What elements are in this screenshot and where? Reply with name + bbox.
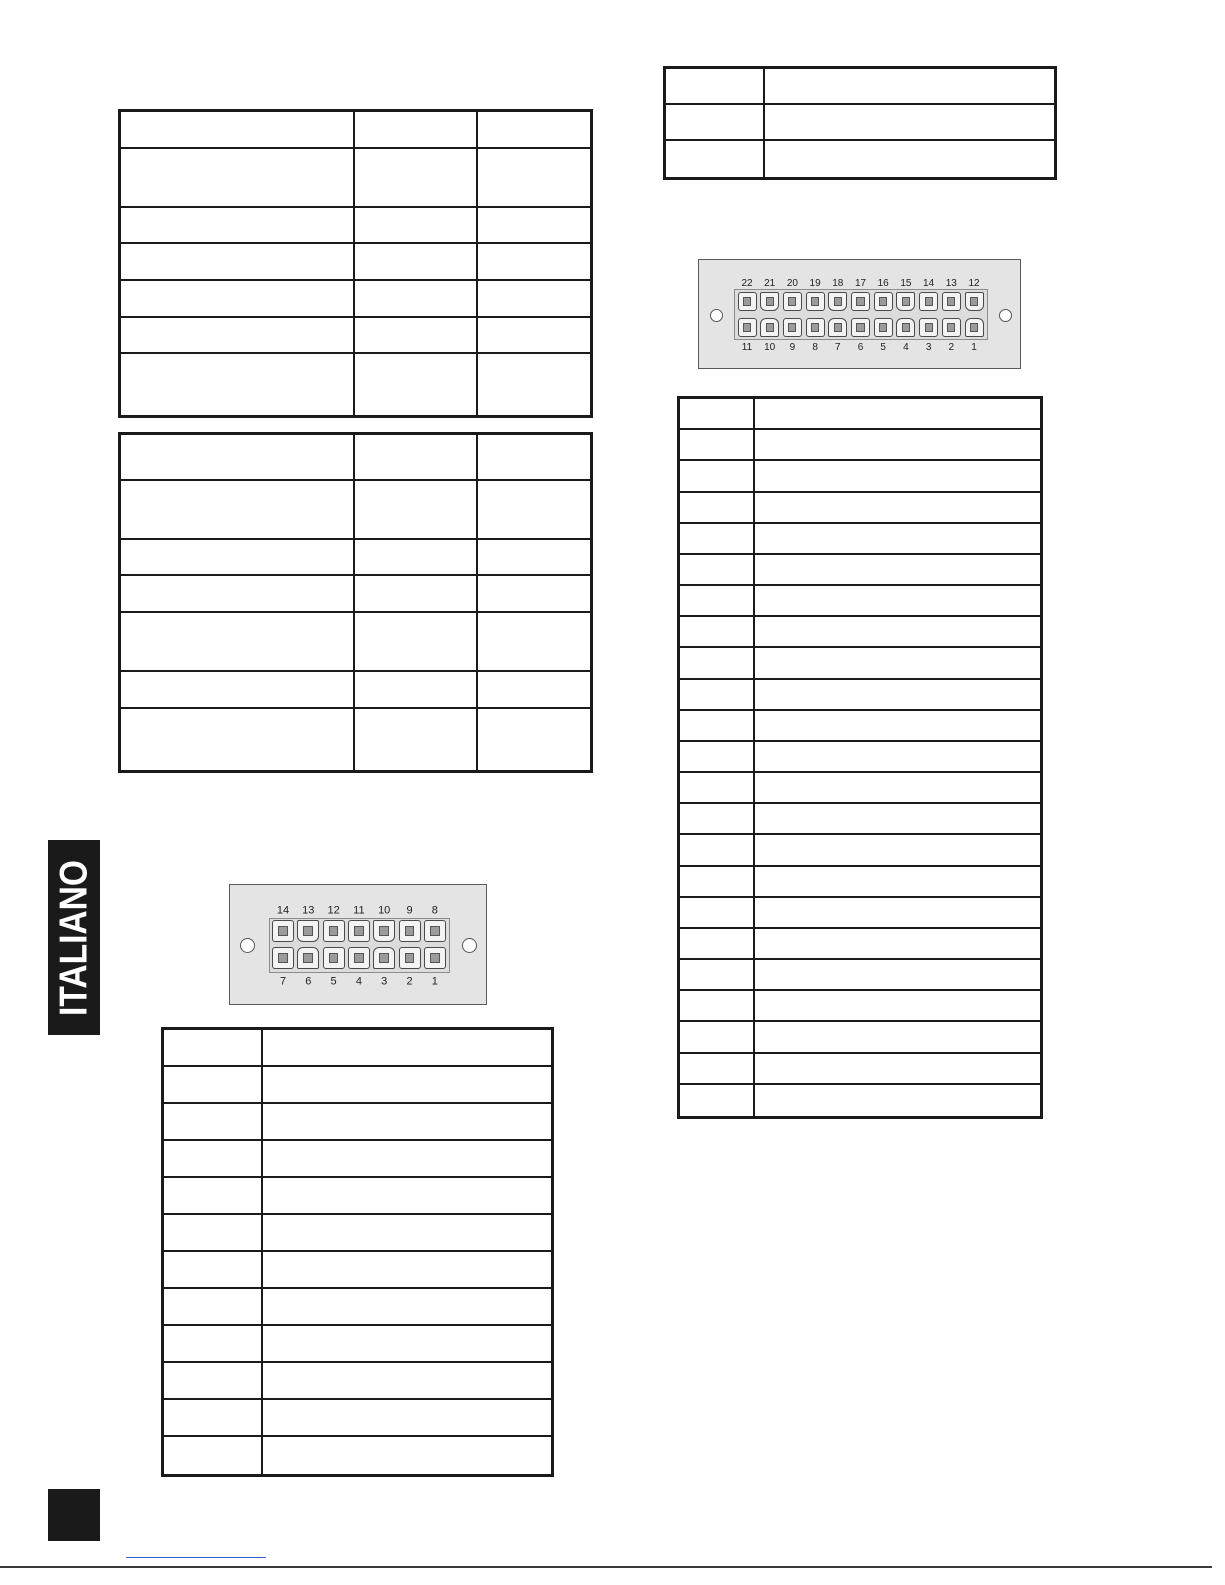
pin-number-label: 4: [355, 975, 362, 988]
connector-14-pin: [229, 884, 487, 1005]
table-cell: [164, 1400, 263, 1437]
table-cell: [121, 244, 355, 280]
pin-number-label: 1: [971, 342, 977, 353]
pin-number-label: 9: [406, 904, 413, 917]
table-cell: [121, 149, 355, 208]
table-cell: [355, 613, 478, 672]
table-cell: [680, 991, 755, 1022]
pin-contact: [788, 297, 796, 305]
table-header-cell: [263, 1030, 551, 1067]
pin-number-label: 1: [431, 975, 438, 988]
pin-contact: [925, 297, 933, 305]
pin-number-label: 6: [305, 975, 312, 988]
table-cell: [680, 648, 755, 679]
connector-pin: [965, 318, 984, 337]
pin-number-label: 20: [786, 278, 798, 289]
table-cell: [680, 835, 755, 866]
pin-number-label: 2: [948, 342, 955, 353]
page-bottom-rule: [0, 1566, 1212, 1568]
table-cell: [755, 555, 1040, 586]
mounting-hole-right: [462, 938, 477, 953]
pin-contact: [856, 323, 864, 331]
pin-contact: [430, 926, 440, 936]
table-cell: [355, 281, 478, 318]
table-cell: [755, 1085, 1040, 1116]
table-header-cell: [355, 112, 478, 149]
table-cell: [263, 1141, 551, 1178]
table-cell: [755, 617, 1040, 648]
connector-pin: [919, 292, 938, 311]
table-cell: [680, 804, 755, 835]
table-cell: [680, 430, 755, 461]
pin-table-14: [161, 1027, 554, 1477]
table-cell: [755, 680, 1040, 711]
table-cell: [680, 711, 755, 742]
table-cell: [164, 1141, 263, 1178]
table-cell: [478, 281, 590, 318]
pin-number-label: 14: [276, 904, 290, 917]
language-side-tab: [48, 840, 100, 1035]
table-cell: [680, 1022, 755, 1053]
connector-pin: [424, 947, 446, 969]
pin-number-label: 13: [302, 904, 315, 917]
pin-contact: [856, 297, 864, 305]
pin-number-label: 3: [925, 342, 932, 353]
pin-number-label: 4: [903, 342, 909, 353]
table-header-cell: [121, 112, 355, 149]
table-cell: [478, 709, 590, 770]
table-cell: [666, 105, 765, 141]
connector-pin: [760, 318, 779, 337]
table-cell: [755, 742, 1040, 773]
table-cell: [755, 1054, 1040, 1085]
connector-pin: [806, 318, 825, 337]
pin-contact: [834, 297, 842, 305]
connector-pin: [942, 292, 961, 311]
mounting-hole-left: [710, 309, 723, 322]
table-cell: [164, 1215, 263, 1252]
table-cell: [755, 430, 1040, 461]
table-cell: [263, 1289, 551, 1326]
table-cell: [680, 773, 755, 804]
pin-number-label: 9: [789, 342, 796, 353]
table-cell: [680, 493, 755, 524]
pin-number-label: 10: [764, 342, 776, 353]
table-cell: [164, 1252, 263, 1289]
pin-number-label: 5: [330, 975, 337, 988]
table-header-cell: [121, 435, 355, 481]
table-cell: [355, 149, 478, 208]
spec-table-2: [118, 432, 593, 773]
table-cell: [755, 804, 1040, 835]
connector-pin: [828, 292, 847, 311]
pin-number-label: 7: [279, 975, 287, 988]
pin-number-label: 11: [741, 342, 753, 353]
pin-number-label: 15: [900, 278, 912, 289]
pin-number-label: 22: [741, 278, 753, 289]
pin-number-label: 14: [923, 278, 935, 289]
table-cell: [755, 991, 1040, 1022]
table-cell: [755, 867, 1040, 898]
table-cell: [478, 318, 590, 354]
pin-contact: [925, 323, 933, 331]
table-cell: [263, 1215, 551, 1252]
pin-contact: [970, 323, 978, 331]
table-cell: [121, 318, 355, 354]
pin-contact: [278, 953, 288, 963]
pin-table-22: [677, 396, 1043, 1119]
link-underline: [126, 1557, 266, 1558]
pin-contact: [354, 926, 364, 936]
table-cell: [755, 929, 1040, 960]
table-cell: [263, 1067, 551, 1104]
table-cell: [121, 281, 355, 318]
connector-pin: [851, 292, 870, 311]
table-cell: [755, 493, 1040, 524]
table-header-cell: [680, 399, 755, 430]
table-header-cell: [478, 112, 590, 149]
pin-contact: [278, 926, 288, 936]
connector-pin: [965, 292, 984, 311]
connector-pin: [806, 292, 825, 311]
table-cell: [263, 1104, 551, 1141]
connector-pin: [828, 318, 847, 337]
pin-contact: [354, 953, 364, 963]
table-cell: [680, 524, 755, 555]
table-cell: [680, 867, 755, 898]
table-cell: [355, 208, 478, 244]
pin-number-label: 10: [378, 904, 391, 917]
table-cell: [263, 1437, 551, 1474]
pin-contact: [902, 297, 910, 305]
connector-pin: [851, 318, 870, 337]
table-cell: [478, 208, 590, 244]
table-cell: [680, 929, 755, 960]
language-tab-label: ITALIANO: [52, 859, 96, 1016]
connector-pin: [896, 318, 915, 337]
table-header-cell: [164, 1030, 263, 1067]
pin-number-label: 18: [832, 278, 844, 289]
table-cell: [755, 524, 1040, 555]
pin-contact: [947, 297, 955, 305]
pin-contact: [788, 323, 796, 331]
table-cell: [121, 354, 355, 415]
connector-pin: [323, 947, 345, 969]
table-cell: [755, 835, 1040, 866]
table-cell: [765, 141, 1054, 177]
pin-contact: [811, 323, 819, 331]
connector-pin: [323, 920, 345, 942]
connector-pin: [348, 920, 370, 942]
pin-contact: [303, 953, 313, 963]
table-cell: [680, 680, 755, 711]
table-cell: [680, 960, 755, 991]
connector-22-pin: [698, 259, 1021, 369]
table-cell: [680, 461, 755, 492]
table-cell: [355, 672, 478, 709]
table-cell: [121, 481, 355, 540]
pin-number-label: 8: [431, 904, 438, 917]
table-header-cell: [478, 435, 590, 481]
pin-number-label: 12: [327, 904, 340, 917]
table-cell: [121, 672, 355, 709]
pin-number-label: 12: [968, 278, 980, 289]
pin-contact: [970, 297, 978, 305]
pin-contact: [405, 926, 415, 936]
pin-number-label: 21: [764, 278, 776, 289]
table-header-cell: [666, 69, 765, 105]
table-cell: [164, 1437, 263, 1474]
table-cell: [263, 1363, 551, 1400]
table-cell: [164, 1067, 263, 1104]
pin-contact: [947, 323, 955, 331]
connector-pin: [919, 318, 938, 337]
table-cell: [666, 141, 765, 177]
table-cell: [478, 613, 590, 672]
pin-number-label: 6: [857, 342, 864, 353]
table-cell: [164, 1104, 263, 1141]
pin-number-label: 7: [835, 342, 841, 353]
table-cell: [263, 1252, 551, 1289]
pin-contact: [743, 297, 751, 305]
connector-pin: [738, 318, 757, 337]
table-cell: [765, 105, 1054, 141]
table-cell: [478, 540, 590, 576]
table-cell: [680, 555, 755, 586]
table-cell: [755, 648, 1040, 679]
connector-pin: [373, 947, 395, 969]
table-cell: [478, 244, 590, 280]
pin-contact: [834, 323, 842, 331]
pin-number-label: 2: [406, 975, 413, 988]
table-cell: [478, 149, 590, 208]
table-cell: [755, 960, 1040, 991]
table-cell: [680, 617, 755, 648]
pin-contact: [430, 953, 440, 963]
table-cell: [755, 773, 1040, 804]
table-cell: [355, 481, 478, 540]
table-header-cell: [765, 69, 1054, 105]
table-cell: [164, 1326, 263, 1363]
connector-pin: [373, 920, 395, 942]
connector-pin: [942, 318, 961, 337]
table-cell: [680, 1085, 755, 1116]
connector-pin: [399, 947, 421, 969]
connector-pin: [399, 920, 421, 942]
table-cell: [121, 208, 355, 244]
mounting-hole-left: [240, 938, 255, 953]
table-cell: [121, 576, 355, 612]
connector-pin: [874, 318, 893, 337]
pin-contact: [879, 297, 887, 305]
table-cell: [755, 898, 1040, 929]
pin-contact: [303, 926, 313, 936]
pin-contact: [405, 953, 415, 963]
table-cell: [478, 672, 590, 709]
pin-contact: [879, 323, 887, 331]
connector-pin: [297, 947, 319, 969]
table-cell: [355, 318, 478, 354]
connector-pin: [783, 292, 802, 311]
table-cell: [478, 354, 590, 415]
connector-pin: [424, 920, 446, 942]
pin-number-label: 8: [812, 342, 818, 353]
table-cell: [263, 1400, 551, 1437]
connector-pin: [297, 920, 319, 942]
table-cell: [355, 576, 478, 612]
connector-pin: [348, 947, 370, 969]
pin-contact: [766, 297, 774, 305]
table-cell: [355, 709, 478, 770]
table-cell: [121, 540, 355, 576]
pin-number-label: 3: [381, 975, 388, 988]
table-cell: [755, 461, 1040, 492]
connector-pin: [760, 292, 779, 311]
pin-contact: [379, 953, 389, 963]
table-cell: [755, 1022, 1040, 1053]
table-cell: [263, 1178, 551, 1215]
connector-pin: [896, 292, 915, 311]
table-cell: [263, 1326, 551, 1363]
table-cell: [478, 481, 590, 540]
table-cell: [755, 586, 1040, 617]
table-cell: [755, 711, 1040, 742]
pin-contact: [766, 323, 774, 331]
connector-pin: [272, 947, 294, 969]
pin-number-label: 19: [809, 278, 821, 289]
connector-pin: [272, 920, 294, 942]
pin-contact: [743, 323, 751, 331]
page-number-marker: [48, 1489, 100, 1541]
connector-pin: [783, 318, 802, 337]
table-cell: [355, 540, 478, 576]
table-cell: [478, 576, 590, 612]
table-cell: [355, 244, 478, 280]
table-cell: [680, 898, 755, 929]
table-cell: [164, 1289, 263, 1326]
pin-number-label: 17: [854, 278, 867, 289]
table-cell: [164, 1178, 263, 1215]
table-cell: [680, 586, 755, 617]
table-cell: [164, 1363, 263, 1400]
spec-table-1: [118, 109, 593, 418]
pin-number-label: 5: [880, 342, 886, 353]
table-cell: [680, 1054, 755, 1085]
pin-contact: [811, 297, 819, 305]
table-cell: [121, 613, 355, 672]
pin-number-label: 16: [877, 278, 889, 289]
pin-contact: [329, 926, 339, 936]
pin-table-top-right: [663, 66, 1057, 180]
pin-number-label: 13: [945, 278, 957, 289]
connector-pin: [874, 292, 893, 311]
pin-contact: [902, 323, 910, 331]
table-cell: [680, 742, 755, 773]
pin-number-label: 11: [353, 904, 365, 917]
table-header-cell: [755, 399, 1040, 430]
mounting-hole-right: [999, 309, 1012, 322]
table-cell: [121, 709, 355, 770]
pin-contact: [379, 926, 389, 936]
connector-pin: [738, 292, 757, 311]
table-header-cell: [355, 435, 478, 481]
pin-contact: [329, 953, 339, 963]
table-cell: [355, 354, 478, 415]
